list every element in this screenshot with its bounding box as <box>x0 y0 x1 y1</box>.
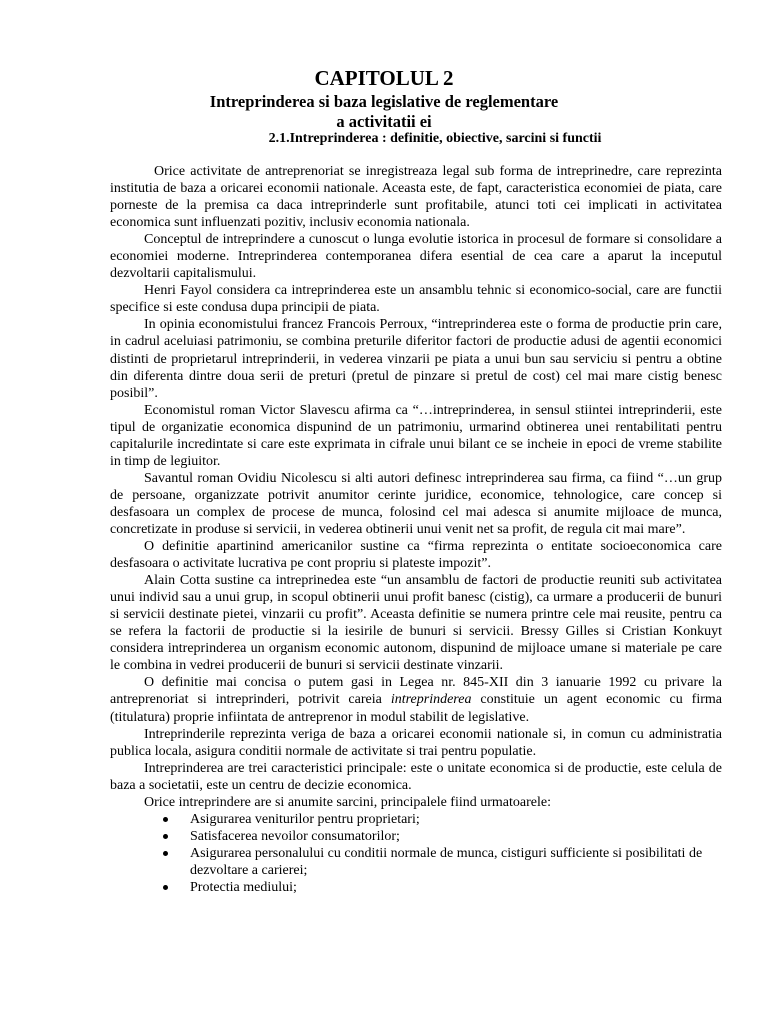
law-paragraph <box>110 674 722 725</box>
task-list <box>110 811 722 896</box>
list-item <box>162 879 722 896</box>
bullet-icon <box>163 885 168 890</box>
list-item-text: Protectia mediului; <box>190 879 297 895</box>
chapter-title-line-2: a activitatii ei <box>336 112 432 131</box>
section-heading: 2.1.Intreprinderea : definitie, obiective, sarcini si functii <box>268 131 602 146</box>
paragraph: O definitie apartinind americanilor sustine ca “firma reprezinta o entitate socioeconomica care desfasoara o activitate lucrativa pe cont propriu si plateste impozit”. <box>110 539 722 572</box>
bullet-icon <box>163 817 168 822</box>
paragraph: Savantul roman Ovidiu Nicolescu si alti autori definesc intreprinderea sau firma, ca fiind “…un grup de persoane, organizzate potrivit anumitor cerinte juridice, economice, tehnologice, care concep si desfasoara un complex de procese de munca, folosind cel mai adesca si anumite mijloace de munca, concretizate in produse si servicii, in vederea obtinerii unui venit net sa profit, de regula cit mai mare”. <box>110 470 722 537</box>
paragraph: Alain Cotta sustine ca intreprinedea este “un ansamblu de factori de productie reuniti sub activitatea unui individ sau a unui grup, in scopul obtinerii unui profit banesc (cistig), ca urmare a producerii de bunuri si servicii destinate pietei, vinzarii cu profit”. Aceasta definitie se numera printre cele mai reusite, pentru ca se refera la factorii de productie si la iesirile de bunuri si servicii. Bressy Gilles si Cristian Konkuyt considera intreprinderea un organism economic autonom, dispunind de mijloace umane si materiale pe care le combina in vedrei producerii de bunuri si servicii destinate vinzarii. <box>110 573 722 674</box>
chapter-heading: CAPITOLUL 2 <box>314 66 454 90</box>
paragraph: Intreprinderea are trei caracteristici principale: este o unitate economica si de productie, este celula de baza a societatii, este un centru de decizie economica. <box>110 760 722 793</box>
list-item-text: Satisfacerea nevoilor consumatorilor; <box>190 828 400 844</box>
law-text-before: O definitie mai concisa o putem gasi in Legea nr. 845-XII din 3 ianuarie 1992 cu privare la antreprenoriat si intreprinderi, potrivit careia <box>110 675 722 708</box>
bullet-icon <box>163 851 168 856</box>
law-text-after: constituie un agent economic cu firma (titulatura) proprie infiintata de antreprenor in modul stabilit de legislative. <box>110 692 722 725</box>
body-text <box>110 163 722 896</box>
list-item <box>162 811 722 828</box>
bullet-icon <box>163 834 168 839</box>
paragraph: Conceptul de intreprindere a cunoscut o lunga evolutie istorica in procesul de formare si consolidare a economiei moderne. Intreprinderea contemporaneа difera esential de cea care a aparut la inceputul dezvoltarii capitalismului. <box>110 232 722 282</box>
chapter-title-line-1: Intreprinderea si baza legislative de reglementare <box>209 92 559 111</box>
paragraph: Henri Fayol considera ca intreprinderea este un ansamblu tehnic si economico-social, care are functii specifice si este condusa dupa principii de piata. <box>110 283 722 316</box>
list-item <box>162 845 722 879</box>
paragraph: Orice activitate de antreprenoriat se inregistreaza legal sub forma de intreprinedre, care reprezinta institutia de baza a oricarei economii nationale. Aceasta este, de fapt, caracteristica economiei de piata, care porneste de la premisa ca daca intreprinderle sunt profitabile, atunci toti cei implicati in activitatea economica sunt influenzati pozitiv, inclusiv economia nationala. <box>110 164 722 231</box>
paragraph: In opinia economistului francez Francois Perroux, “intreprinderea este o forma de productie prin care, in cadrul aceluiasi patrimoniu, se combina preturile diferitor factori de productie adusi de agentii economici distinti de proprietarul intreprinderii, in vederea vinzarii pe piata a unui bun sau serviciu si pentru a obtine din diferenta dintre doua serii de preturi (pretul de pinzare si pretul de cost) cel mai mare cistig benesc posibil”. <box>110 317 722 401</box>
law-italic-term: intreprinderea <box>390 692 472 708</box>
paragraph: Economistul roman Victor Slavescu afirma ca “…intreprinderea, in sensul stiintei intreprinderii, este tipul de organizatie economica dispunind de un patrimoniu, urmarind obtinerea unei rentabilitati pentru capitalurile incredintate si care este exprimata in cifrale unui bilant ce se incheie in epoci de vreme stabilite in timp de legiuitor. <box>110 402 722 469</box>
list-item-text: Asigurarea personalului cu conditii normale de munca, cistiguri sufficiente si posibilitati de dezvoltare a carierei; <box>190 845 703 878</box>
paragraph: Orice intreprindere are si anumite sarcini, principalele fiind urmatoarele: <box>144 794 551 810</box>
list-item <box>162 828 722 845</box>
list-item-text: Asigurarea veniturilor pentru proprietari; <box>190 811 420 827</box>
paragraph: Intreprinderile reprezinta veriga de baza a oricarei economii nationale si, in comun cu administratia publica locala, asigura conditii normale de activitate si trai pentru populatie. <box>110 726 722 759</box>
